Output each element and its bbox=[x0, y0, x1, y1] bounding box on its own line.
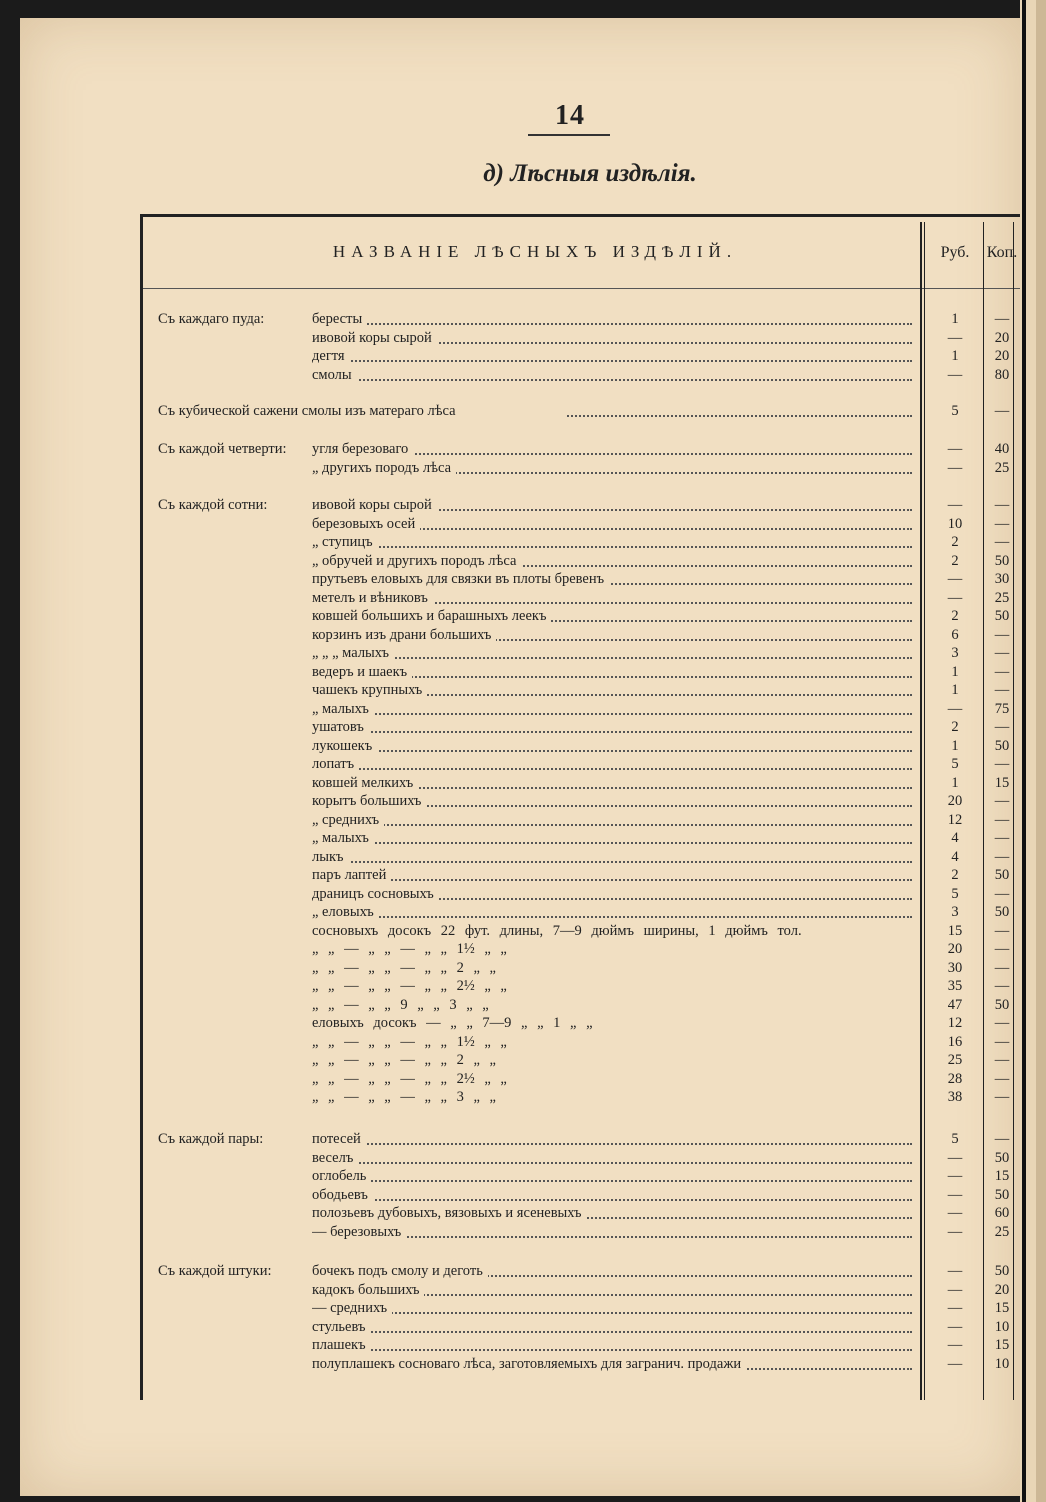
kop-value: 80 bbox=[994, 366, 1010, 383]
kop-value: — bbox=[994, 626, 1010, 643]
item-text: „ среднихъ bbox=[312, 812, 384, 828]
item-text: ободьевъ bbox=[312, 1187, 373, 1203]
item-name bbox=[312, 885, 912, 904]
rub-value: 12 bbox=[947, 1015, 963, 1031]
item-name bbox=[312, 1355, 912, 1374]
item-text: — березовыхъ bbox=[312, 1224, 406, 1240]
table-row bbox=[0, 977, 1046, 996]
table-row bbox=[0, 1299, 1046, 1318]
rub-value: — bbox=[947, 1186, 963, 1203]
kop-value: 25 bbox=[994, 459, 1010, 476]
item-name bbox=[312, 663, 912, 682]
group-label: Съ каждаго пуда: bbox=[158, 311, 265, 327]
rub-value: 20 bbox=[947, 941, 963, 957]
table-row bbox=[0, 737, 1046, 756]
kop-value: 50 bbox=[994, 1149, 1010, 1166]
kop-value: 75 bbox=[994, 700, 1010, 717]
table-row bbox=[0, 1262, 1046, 1281]
item-text: „ малыхъ bbox=[312, 701, 374, 717]
table-row bbox=[0, 329, 1046, 348]
rub-value: 3 bbox=[951, 904, 959, 920]
item-text bbox=[560, 403, 565, 419]
table-row bbox=[0, 1204, 1046, 1223]
item-name bbox=[312, 755, 912, 774]
rub-value: — bbox=[947, 1205, 963, 1221]
leader-dots bbox=[312, 1180, 912, 1182]
table-row bbox=[0, 1088, 1046, 1107]
item-name bbox=[312, 440, 912, 459]
leader-dots bbox=[312, 861, 912, 863]
header-rub-column: Руб. bbox=[940, 244, 970, 261]
table-row bbox=[0, 774, 1046, 793]
table-row bbox=[0, 718, 1046, 737]
kop-value: — bbox=[994, 811, 1010, 828]
item-text: „ ступицъ bbox=[312, 534, 378, 550]
kop-value: — bbox=[994, 756, 1010, 772]
rub-value: 30 bbox=[947, 959, 963, 976]
kop-value: 15 bbox=[994, 1168, 1010, 1184]
leader-dots bbox=[312, 731, 912, 733]
kop-value: 10 bbox=[994, 1355, 1010, 1372]
table-row bbox=[0, 1336, 1046, 1355]
item-name bbox=[312, 329, 912, 348]
item-text: ивовой коры сырой bbox=[312, 497, 437, 513]
rub-value: — bbox=[947, 459, 963, 476]
leader-dots bbox=[312, 916, 912, 918]
kop-value: — bbox=[994, 885, 1010, 902]
table-row bbox=[0, 848, 1046, 867]
item-text: веселъ bbox=[312, 1150, 358, 1166]
item-name bbox=[312, 1299, 912, 1318]
table-row bbox=[0, 440, 1046, 459]
table-row bbox=[0, 533, 1046, 552]
item-name bbox=[312, 737, 912, 756]
kop-value: 15 bbox=[994, 1337, 1010, 1353]
kop-value: — bbox=[994, 830, 1010, 846]
table-row bbox=[0, 347, 1046, 366]
item-text: сосновыхъ досокъ 22 фут. длины, 7—9 дюймъ ширины, 1 дюймъ тол. bbox=[312, 923, 807, 939]
leader-dots bbox=[560, 415, 912, 417]
item-text: дегтя bbox=[312, 348, 350, 364]
rub-value: — bbox=[947, 441, 963, 457]
page-number: 14 bbox=[555, 100, 585, 131]
rub-value: 1 bbox=[951, 348, 959, 364]
kop-value: 25 bbox=[994, 589, 1010, 606]
rub-value: — bbox=[947, 589, 963, 606]
item-text: потесей bbox=[312, 1131, 366, 1147]
leader-dots bbox=[312, 713, 912, 715]
rub-value: 2 bbox=[951, 534, 959, 550]
item-name bbox=[312, 1051, 912, 1070]
rub-value: 12 bbox=[947, 811, 963, 828]
table-row bbox=[0, 644, 1046, 663]
leader-dots bbox=[312, 657, 912, 659]
item-text: плашекъ bbox=[312, 1337, 371, 1353]
table-row bbox=[0, 940, 1046, 959]
kop-value: — bbox=[994, 1089, 1010, 1105]
header-separator bbox=[143, 288, 1020, 289]
kop-value: — bbox=[994, 941, 1010, 957]
rub-value: — bbox=[947, 1168, 963, 1184]
table-row bbox=[0, 1014, 1046, 1033]
item-text: смолы bbox=[312, 367, 357, 383]
item-name bbox=[312, 811, 912, 830]
rub-value: — bbox=[947, 1318, 963, 1335]
item-text: бочекъ подъ смолу и деготь bbox=[312, 1263, 488, 1279]
item-name bbox=[312, 718, 912, 737]
table-row bbox=[0, 1149, 1046, 1168]
table-row bbox=[0, 792, 1046, 811]
rub-value: — bbox=[947, 1300, 963, 1316]
table-row bbox=[0, 922, 1046, 941]
item-text: „ „ — „ „ — „ „ 2½ „ „ bbox=[312, 978, 512, 994]
rub-value: 20 bbox=[947, 793, 963, 809]
kop-value: — bbox=[994, 515, 1010, 532]
item-text: „ „ — „ „ — „ „ 3 „ „ bbox=[312, 1089, 501, 1105]
kop-value: 50 bbox=[994, 904, 1010, 920]
rub-value: 2 bbox=[951, 867, 959, 883]
table-row bbox=[0, 1318, 1046, 1337]
table-row bbox=[0, 366, 1046, 385]
leader-dots bbox=[312, 1143, 912, 1145]
header-kop-column: Коп. bbox=[986, 244, 1018, 261]
kop-value: 30 bbox=[994, 571, 1010, 587]
kop-value: — bbox=[994, 719, 1010, 735]
rub-value: 25 bbox=[947, 1052, 963, 1068]
item-name bbox=[312, 1318, 912, 1337]
kop-value: — bbox=[994, 682, 1010, 698]
table-row bbox=[0, 1130, 1046, 1149]
rub-value: 2 bbox=[951, 608, 959, 624]
table-row bbox=[0, 515, 1046, 534]
kop-value: 25 bbox=[994, 1223, 1010, 1240]
leader-dots bbox=[312, 1312, 912, 1314]
item-name bbox=[312, 552, 912, 571]
kop-value: — bbox=[994, 1070, 1010, 1087]
item-name bbox=[312, 903, 912, 922]
leader-dots bbox=[312, 768, 912, 770]
item-text: „ „ — „ „ 9 „ „ 3 „ „ bbox=[312, 997, 494, 1013]
item-text: бересты bbox=[312, 311, 367, 327]
item-text: корытъ большихъ bbox=[312, 793, 426, 809]
group-label: Съ каждой четверти: bbox=[158, 441, 287, 457]
item-name bbox=[312, 1149, 912, 1168]
item-name bbox=[560, 402, 912, 421]
item-text: — среднихъ bbox=[312, 1300, 392, 1316]
item-name bbox=[312, 848, 912, 867]
item-text: „ малыхъ bbox=[312, 830, 374, 846]
rub-value: 1 bbox=[951, 311, 959, 327]
table-row bbox=[0, 1355, 1046, 1374]
item-text: полуплашекъ сосноваго лѣса, заготовляемыхъ для загранич. продажи bbox=[312, 1356, 746, 1372]
item-name bbox=[312, 533, 912, 552]
rub-value: — bbox=[947, 1355, 963, 1372]
item-text: „ другихъ породъ лѣса bbox=[312, 460, 456, 476]
item-name bbox=[312, 922, 912, 941]
rub-value: 5 bbox=[951, 756, 959, 772]
kop-value: 50 bbox=[994, 1186, 1010, 1203]
kop-value: 20 bbox=[994, 1281, 1010, 1298]
item-text: паръ лаптей bbox=[312, 867, 391, 883]
kop-value: 15 bbox=[994, 1300, 1010, 1316]
table-row bbox=[0, 570, 1046, 589]
rub-value: 47 bbox=[947, 996, 963, 1013]
item-name bbox=[312, 1336, 912, 1355]
item-name bbox=[312, 829, 912, 848]
leader-dots bbox=[312, 879, 912, 881]
table-row bbox=[0, 1186, 1046, 1205]
table-row bbox=[0, 496, 1046, 515]
leader-dots bbox=[312, 1162, 912, 1164]
rub-value: 6 bbox=[951, 626, 959, 643]
table-row bbox=[0, 755, 1046, 774]
kop-value: 60 bbox=[994, 1205, 1010, 1221]
item-text: лыкъ bbox=[312, 849, 349, 865]
kop-value: 50 bbox=[994, 608, 1010, 624]
item-name bbox=[312, 977, 912, 996]
item-name bbox=[312, 681, 912, 700]
item-name bbox=[312, 1014, 912, 1033]
item-name bbox=[312, 366, 912, 385]
leader-dots bbox=[312, 1349, 912, 1351]
kop-value: — bbox=[994, 645, 1010, 661]
group-label: Съ кубической сажени смолы изъ матераго лѣса bbox=[158, 403, 456, 419]
table-row bbox=[0, 552, 1046, 571]
kop-value: 50 bbox=[994, 996, 1010, 1013]
group-label: Съ каждой сотни: bbox=[158, 497, 268, 513]
item-name bbox=[312, 589, 912, 608]
kop-value: — bbox=[994, 793, 1010, 809]
item-text: „ „ — „ „ — „ „ 1½ „ „ bbox=[312, 1034, 512, 1050]
rub-value: 28 bbox=[947, 1070, 963, 1087]
kop-value: — bbox=[994, 311, 1010, 327]
item-text: „ „ — „ „ — „ „ 1½ „ „ bbox=[312, 941, 512, 957]
item-text: лопатъ bbox=[312, 756, 359, 772]
rub-value: 38 bbox=[947, 1089, 963, 1105]
item-text: полозьевъ дубовыхъ, вязовыхъ и ясеневыхъ bbox=[312, 1205, 587, 1221]
rub-value: — bbox=[947, 1281, 963, 1298]
kop-value: 50 bbox=[994, 552, 1010, 569]
group-label: Съ каждой штуки: bbox=[158, 1263, 272, 1279]
table-row bbox=[0, 1167, 1046, 1186]
rub-value: 16 bbox=[947, 1033, 963, 1050]
item-name bbox=[312, 1033, 912, 1052]
item-name bbox=[312, 959, 912, 978]
table-row bbox=[0, 829, 1046, 848]
item-name bbox=[312, 515, 912, 534]
rub-value: 2 bbox=[951, 552, 959, 569]
section-title: д) Лѣсныя издѣлія. bbox=[483, 160, 697, 187]
kop-value: — bbox=[994, 534, 1010, 550]
group-label: Съ каждой пары: bbox=[158, 1131, 264, 1147]
rub-value: — bbox=[947, 497, 963, 513]
rub-value: — bbox=[947, 571, 963, 587]
item-text: ковшей мелкихъ bbox=[312, 775, 418, 791]
item-text: березовыхъ осей bbox=[312, 516, 420, 532]
table-row bbox=[0, 589, 1046, 608]
rub-value: 2 bbox=[951, 719, 959, 735]
kop-value: — bbox=[994, 978, 1010, 994]
kop-value: 20 bbox=[994, 348, 1010, 364]
item-text: „ „ — „ „ — „ „ 2 „ „ bbox=[312, 1052, 501, 1068]
item-name bbox=[312, 1130, 912, 1149]
table-top-border bbox=[140, 214, 1020, 217]
rub-value: 5 bbox=[951, 885, 959, 902]
item-text: драницъ сосновыхъ bbox=[312, 886, 439, 902]
item-name bbox=[312, 310, 912, 329]
leader-dots bbox=[312, 842, 912, 844]
table-row bbox=[0, 885, 1046, 904]
item-name bbox=[312, 1223, 912, 1242]
item-text: „ „ — „ „ — „ „ 2 „ „ bbox=[312, 960, 501, 976]
kop-value: — bbox=[994, 1015, 1010, 1031]
leader-dots bbox=[312, 750, 912, 752]
kop-value: — bbox=[994, 959, 1010, 976]
item-text: кадокъ большихъ bbox=[312, 1282, 424, 1298]
kop-value: — bbox=[994, 403, 1010, 419]
item-text: ивовой коры сырой bbox=[312, 330, 437, 346]
item-text: ковшей большихъ и барашныхъ леекъ bbox=[312, 608, 551, 624]
item-text: еловыхъ досокъ — „ „ 7—9 „ „ 1 „ „ bbox=[312, 1015, 598, 1031]
page-number-rule bbox=[528, 134, 610, 136]
item-name bbox=[312, 607, 912, 626]
item-text: стульевъ bbox=[312, 1319, 370, 1335]
rub-value: 4 bbox=[951, 848, 959, 865]
leader-dots bbox=[312, 1331, 912, 1333]
table-row bbox=[0, 1070, 1046, 1089]
item-name bbox=[312, 1262, 912, 1281]
table-row bbox=[0, 607, 1046, 626]
table-row bbox=[0, 903, 1046, 922]
leader-dots bbox=[312, 824, 912, 826]
kop-value: 50 bbox=[994, 867, 1010, 883]
item-text: ушатовъ bbox=[312, 719, 369, 735]
leader-dots bbox=[312, 546, 912, 548]
item-name bbox=[312, 774, 912, 793]
item-name bbox=[312, 1070, 912, 1089]
kop-value: — bbox=[994, 1033, 1010, 1050]
item-name bbox=[312, 570, 912, 589]
kop-value: — bbox=[994, 1052, 1010, 1068]
rub-value: 35 bbox=[947, 978, 963, 994]
item-name bbox=[312, 626, 912, 645]
rub-value: 4 bbox=[951, 830, 959, 846]
item-text: ведеръ и шаекъ bbox=[312, 664, 412, 680]
item-name bbox=[312, 1281, 912, 1300]
item-name bbox=[312, 347, 912, 366]
rub-value: 5 bbox=[951, 1131, 959, 1147]
kop-value: — bbox=[994, 1131, 1010, 1147]
kop-value: — bbox=[994, 663, 1010, 680]
rub-value: 10 bbox=[947, 515, 963, 532]
item-name bbox=[312, 940, 912, 959]
kop-value: 40 bbox=[994, 441, 1010, 457]
kop-value: 10 bbox=[994, 1318, 1010, 1335]
rub-value: — bbox=[947, 700, 963, 717]
item-name bbox=[312, 792, 912, 811]
table-row bbox=[0, 663, 1046, 682]
item-name bbox=[312, 866, 912, 885]
kop-value: 50 bbox=[994, 1263, 1010, 1279]
table-row bbox=[0, 310, 1046, 329]
kop-value: — bbox=[994, 922, 1010, 939]
table-row bbox=[0, 811, 1046, 830]
kop-value: 20 bbox=[994, 329, 1010, 346]
item-name bbox=[312, 1167, 912, 1186]
item-text: угля березоваго bbox=[312, 441, 413, 457]
rub-value: 15 bbox=[947, 922, 963, 939]
leader-dots bbox=[312, 323, 912, 325]
table-row bbox=[0, 1033, 1046, 1052]
rub-value: — bbox=[947, 366, 963, 383]
item-name bbox=[312, 459, 912, 478]
item-text: „ „ — „ „ — „ „ 2½ „ „ bbox=[312, 1071, 512, 1087]
leader-dots bbox=[312, 1199, 912, 1201]
item-name bbox=[312, 1204, 912, 1223]
rub-value: 5 bbox=[951, 403, 959, 419]
item-text: корзинъ изъ драни большихъ bbox=[312, 627, 496, 643]
rub-value: 1 bbox=[951, 737, 959, 754]
rub-value: 3 bbox=[951, 645, 959, 661]
table-row bbox=[0, 681, 1046, 700]
table-row bbox=[0, 626, 1046, 645]
item-text: чашекъ крупныхъ bbox=[312, 682, 427, 698]
leader-dots bbox=[312, 360, 912, 362]
table-row bbox=[0, 402, 1046, 421]
rub-value: — bbox=[947, 1223, 963, 1240]
table-row bbox=[0, 459, 1046, 478]
item-text: „ еловыхъ bbox=[312, 904, 379, 920]
table-row bbox=[0, 700, 1046, 719]
item-name bbox=[312, 644, 912, 663]
item-text: „ обручей и другихъ породъ лѣса bbox=[312, 553, 521, 569]
kop-value: 15 bbox=[994, 774, 1010, 791]
rub-value: 1 bbox=[951, 682, 959, 698]
item-text: прутьевъ еловыхъ для связки въ плоты бревенъ bbox=[312, 571, 609, 587]
rub-value: — bbox=[947, 1149, 963, 1166]
item-text: „ „ „ малыхъ bbox=[312, 645, 394, 661]
table-row bbox=[0, 866, 1046, 885]
item-name bbox=[312, 1186, 912, 1205]
item-text: метелъ и вѣниковъ bbox=[312, 590, 433, 606]
rub-value: 1 bbox=[951, 663, 959, 680]
header-name-column: НАЗВАНІЕ ЛѢСНЫХЪ ИЗДѢЛІЙ. bbox=[332, 242, 738, 261]
kop-value: — bbox=[994, 497, 1010, 513]
rub-value: — bbox=[947, 1263, 963, 1279]
rub-value: — bbox=[947, 329, 963, 346]
item-name bbox=[312, 996, 912, 1015]
leader-dots bbox=[312, 379, 912, 381]
table-row bbox=[0, 996, 1046, 1015]
table-row bbox=[0, 1223, 1046, 1242]
item-name bbox=[312, 1088, 912, 1107]
item-text: лукошекъ bbox=[312, 738, 377, 754]
kop-value: — bbox=[994, 848, 1010, 865]
kop-value: 50 bbox=[994, 737, 1010, 754]
item-name bbox=[312, 700, 912, 719]
table-row bbox=[0, 959, 1046, 978]
table-row bbox=[0, 1051, 1046, 1070]
rub-value: — bbox=[947, 1337, 963, 1353]
rub-value: 1 bbox=[951, 774, 959, 791]
item-name bbox=[312, 496, 912, 515]
table-row bbox=[0, 1281, 1046, 1300]
item-text: оглобель bbox=[312, 1168, 371, 1184]
